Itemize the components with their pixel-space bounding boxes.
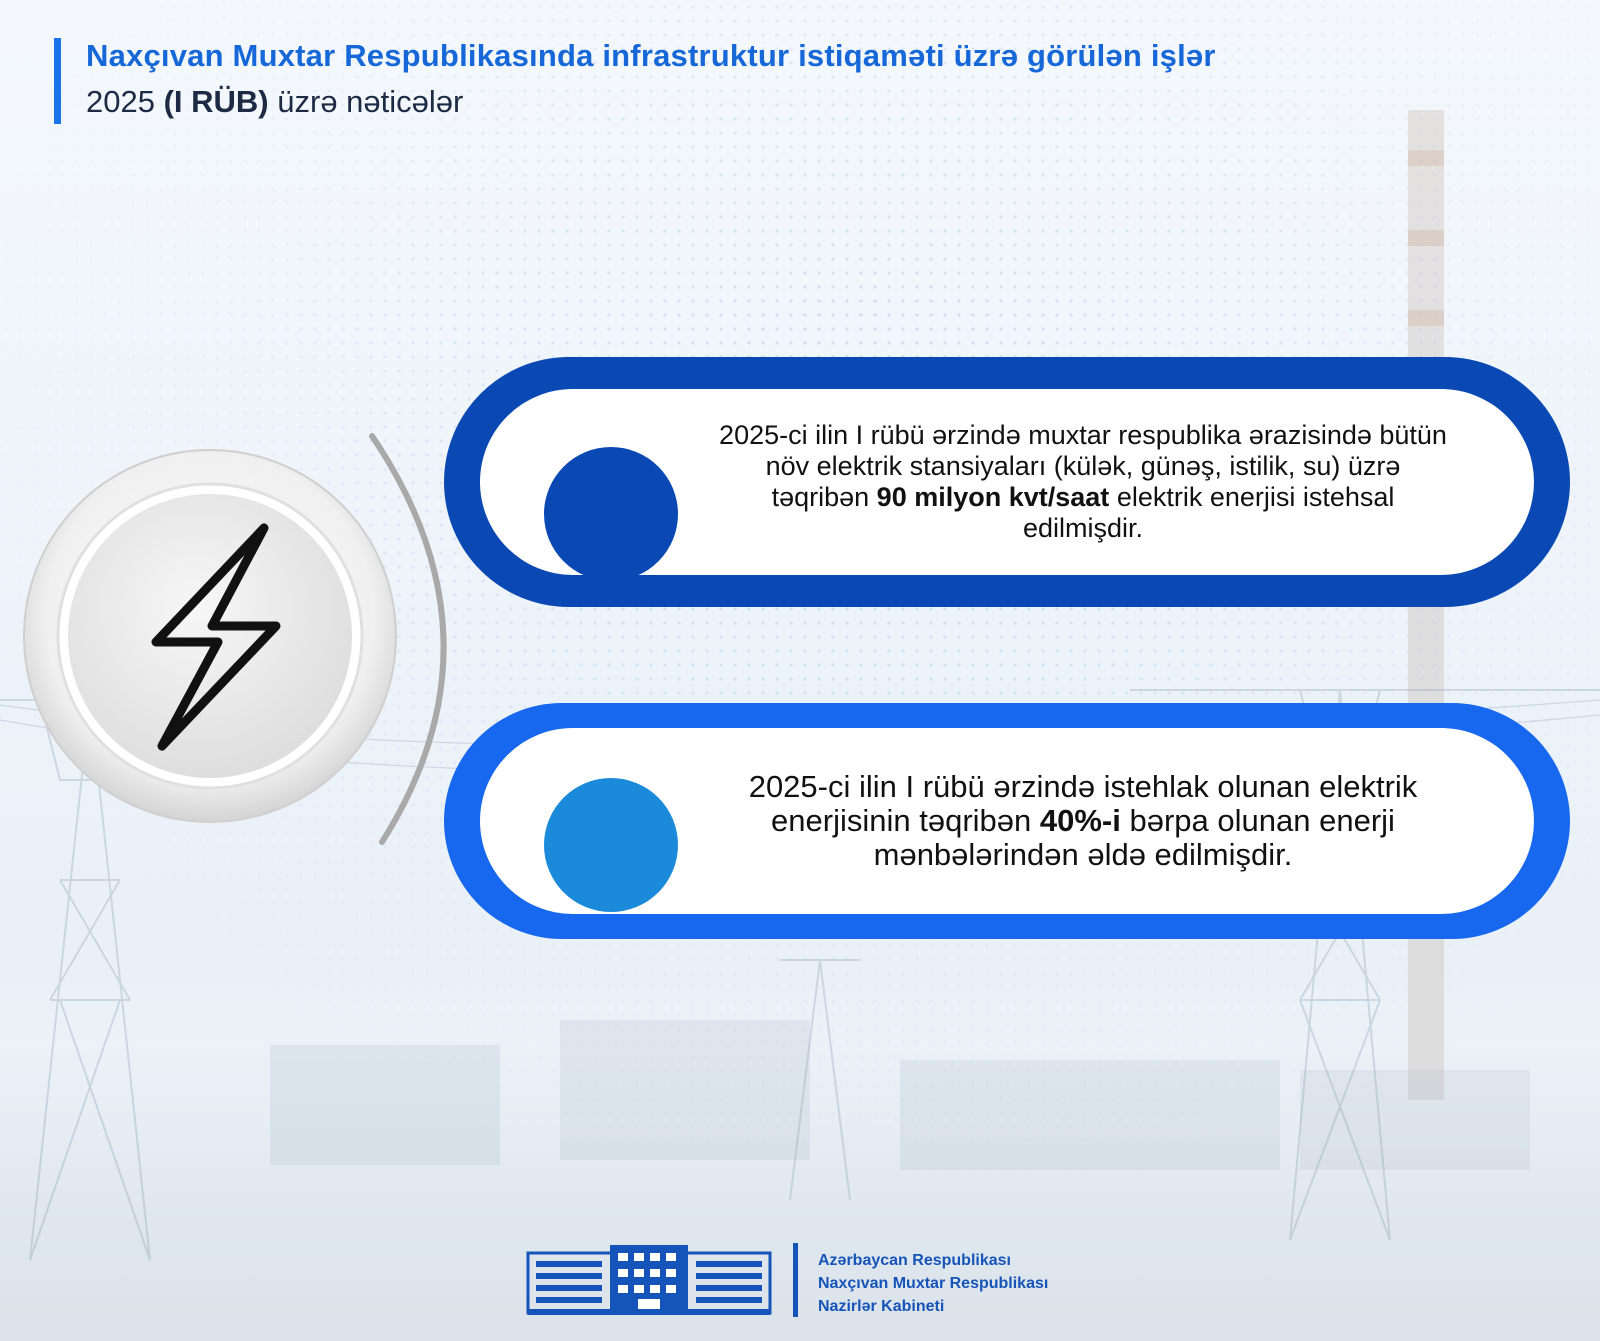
footer-line-1: Azərbaycan Respublikası — [818, 1252, 1011, 1269]
subtitle-rest: üzrə nəticələr — [277, 84, 464, 119]
card1-text-bold: 90 milyon kvt/saat — [876, 482, 1110, 512]
card2-text-bold: 40%-i — [1039, 803, 1121, 838]
title-accent-bar — [54, 38, 61, 124]
info-card-body — [480, 389, 1534, 575]
info-card-text — [716, 389, 1450, 575]
page-title: Naxçıvan Muxtar Respublikasında infrastruktur istiqaməti üzrə görülən işlər — [86, 38, 1216, 73]
footer-line-3: Nazirlər Kabineti — [818, 1298, 945, 1315]
info-card-production — [444, 357, 1570, 607]
info-card-renewable — [444, 703, 1570, 939]
footer-divider — [793, 1243, 798, 1317]
info-card-dot — [544, 447, 678, 581]
government-building-logo — [526, 1243, 772, 1317]
info-card-dot — [544, 778, 678, 912]
lightning-badge — [22, 446, 406, 830]
card2-text-after: bərpa olunan enerji mənbələrindən əldə edilmişdir. — [873, 803, 1395, 872]
card1-text-after: elektrik enerjisi istehsal edilmişdir. — [1022, 482, 1395, 543]
footer-organization — [818, 1249, 1048, 1318]
page-subtitle — [86, 84, 463, 120]
subtitle-period: (I RÜB) — [163, 84, 269, 119]
info-card-body — [480, 728, 1534, 914]
card1-text-before: 2025-ci ilin I rübü ərzində muxtar respublika ərazisində bütün növ elektrik stansiyaları (külək, günəş, istilik, su) üzrə təqribən — [719, 420, 1447, 512]
subtitle-year: 2025 — [86, 84, 155, 119]
footer-line-2: Naxçıvan Muxtar Respublikası — [818, 1275, 1049, 1292]
card2-text-before: 2025-ci ilin I rübü ərzində istehlak olunan elektrik enerjisinin təqribən — [748, 769, 1418, 838]
info-card-text — [716, 728, 1450, 914]
